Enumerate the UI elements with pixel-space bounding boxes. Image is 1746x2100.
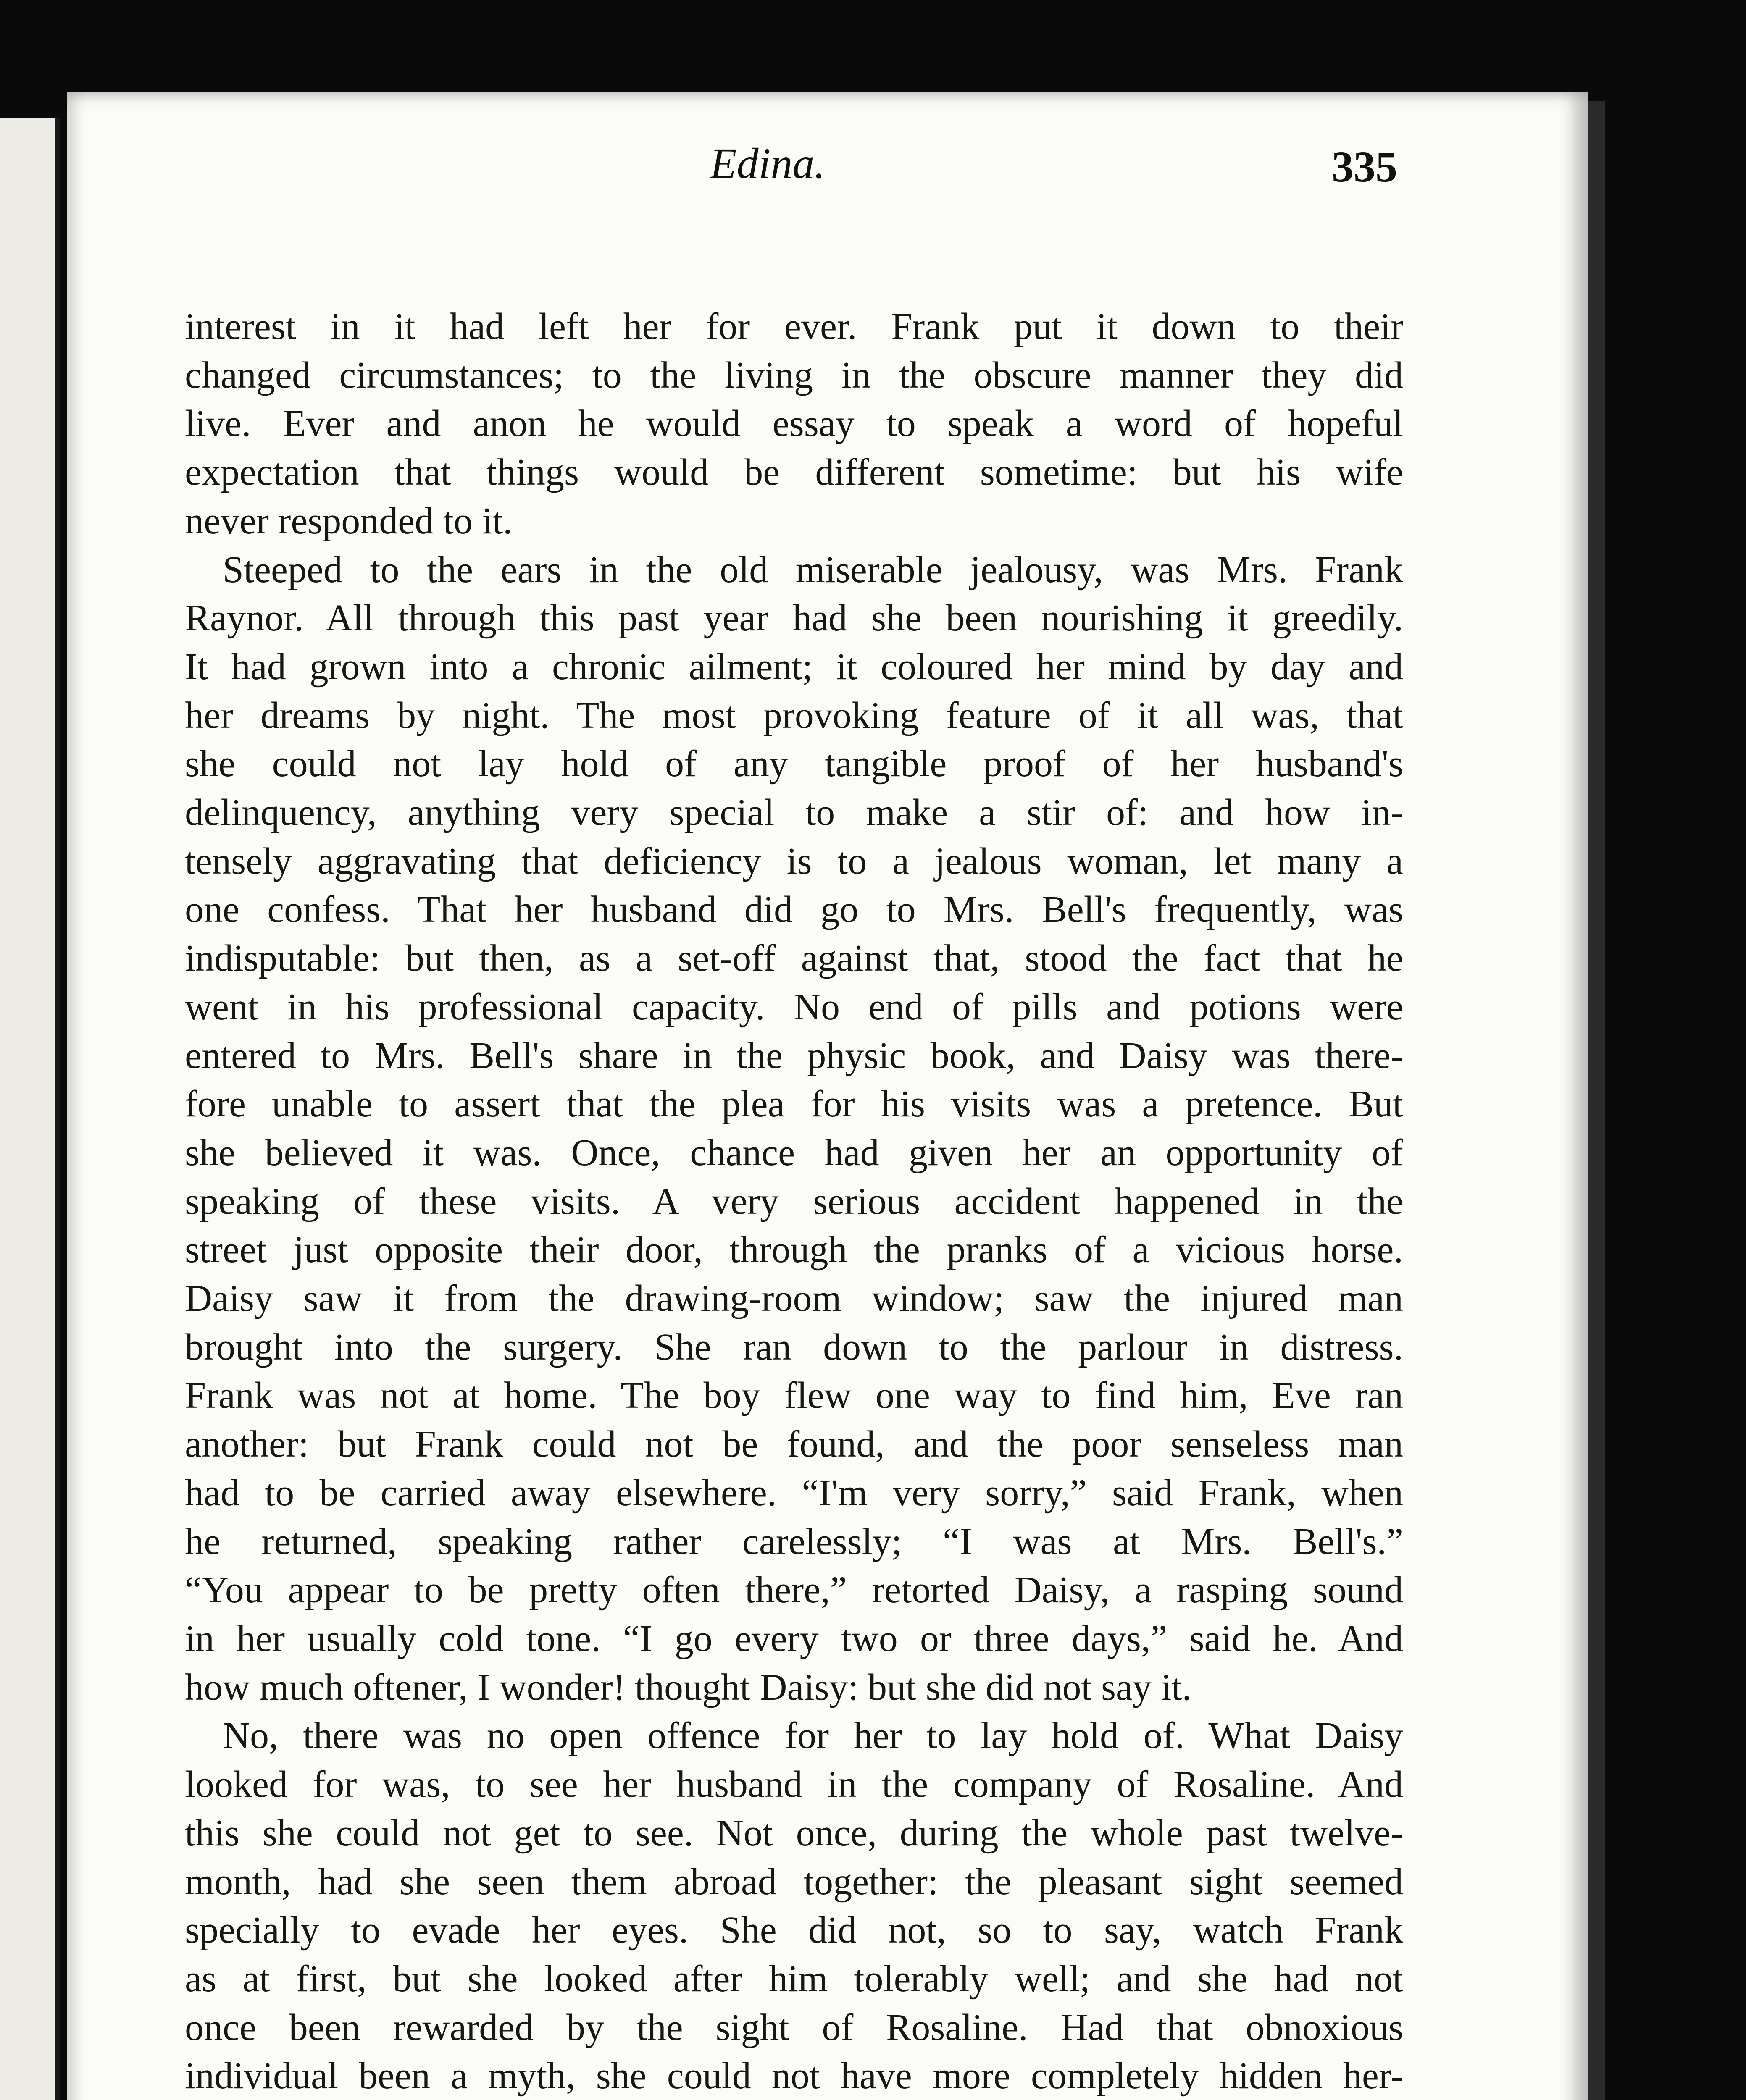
text-line: her dreams by night. The most provoking feature of it all was, that <box>185 694 1403 736</box>
text-line: “You appear to be pretty often there,” retorted Daisy, a rasping sound <box>185 1569 1403 1611</box>
running-head <box>113 139 1395 197</box>
text-line: indisputable: but then, as a set-off against that, stood the fact that he <box>185 937 1403 979</box>
text-line: went in his professional capacity. No end of pills and potions were <box>185 986 1403 1028</box>
text-line: changed circumstances; to the living in the obscure manner they did <box>185 354 1403 396</box>
text-line: live. Ever and anon he would essay to speak a word of hopeful <box>185 403 1403 445</box>
text-line: delinquency, anything very special to make a stir of: and how in- <box>185 792 1403 834</box>
text-line: looked for was, to see her husband in the company of Rosaline. And <box>185 1764 1403 1806</box>
text-line: month, had she seen them abroad together: the pleasant sight seemed <box>185 1861 1403 1903</box>
text-line: once been rewarded by the sight of Rosaline. Had that obnoxious <box>185 2006 1403 2048</box>
text-line: expectation that things would be different sometime: but his wife <box>185 452 1403 494</box>
text-line: fore unable to assert that the plea for his visits was a pretence. But <box>185 1083 1403 1125</box>
text-line: as at first, but she looked after him tolerably well; and she had not <box>185 1958 1403 2000</box>
text-line: this she could not get to see. Not once, during the whole past twelve- <box>185 1812 1403 1854</box>
running-title: Edina. <box>710 139 826 188</box>
text-line: she believed it was. Once, chance had given her an opportunity of <box>185 1131 1403 1173</box>
text-line: one confess. That her husband did go to Mrs. Bell's frequently, was <box>185 889 1403 931</box>
text-line: in her usually cold tone. “I go every two or three days,” said he. And <box>185 1617 1403 1659</box>
page-shadow-edge <box>1588 101 1605 2100</box>
text-line: It had grown into a chronic ailment; it coloured her mind by day and <box>185 646 1403 688</box>
text-line: never responded to it. <box>185 500 513 542</box>
text-line: another: but Frank could not be found, and the poor senseless man <box>185 1423 1403 1465</box>
text-line: Frank was not at home. The boy flew one way to find him, Eve ran <box>185 1375 1403 1417</box>
text-line: No, there was no open offence for her to lay hold of. What Daisy <box>223 1715 1403 1757</box>
text-line: had to be carried away elsewhere. “I'm very sorry,” said Frank, when <box>185 1472 1403 1514</box>
text-line: specially to evade her eyes. She did not, so to say, watch Frank <box>185 1909 1403 1951</box>
text-line: entered to Mrs. Bell's share in the physic book, and Daisy was there- <box>185 1034 1403 1076</box>
text-line: Daisy saw it from the drawing-room window; saw the injured man <box>185 1278 1403 1320</box>
body-text <box>185 302 1403 2100</box>
text-line: Raynor. All through this past year had she been nourishing it greedily. <box>185 597 1403 639</box>
text-line: individual been a myth, she could not have more completely hidden her- <box>185 2055 1403 2097</box>
text-line: Steeped to the ears in the old miserable jealousy, was Mrs. Frank <box>223 549 1403 591</box>
text-line: how much oftener, I wonder! thought Daisy: but she did not say it. <box>185 1666 1191 1708</box>
text-line: speaking of these visits. A very serious accident happened in the <box>185 1180 1403 1222</box>
paragraph <box>185 1712 1403 2100</box>
text-line: he returned, speaking rather carelessly; “I was at Mrs. Bell's.” <box>185 1520 1403 1562</box>
text-line: she could not lay hold of any tangible proof of her husband's <box>185 743 1403 785</box>
text-line: tensely aggravating that deficiency is to a jealous woman, let many a <box>185 840 1403 882</box>
text-line: brought into the surgery. She ran down to the parlour in distress. <box>185 1326 1403 1368</box>
text-line: interest in it had left her for ever. Frank put it down to their <box>185 306 1403 347</box>
page-number: 335 <box>1332 143 1397 191</box>
paragraph <box>185 546 1403 1712</box>
facing-page-edge <box>0 118 60 2100</box>
paragraph <box>185 302 1403 546</box>
text-line: street just opposite their door, through the pranks of a vicious horse. <box>185 1229 1403 1271</box>
